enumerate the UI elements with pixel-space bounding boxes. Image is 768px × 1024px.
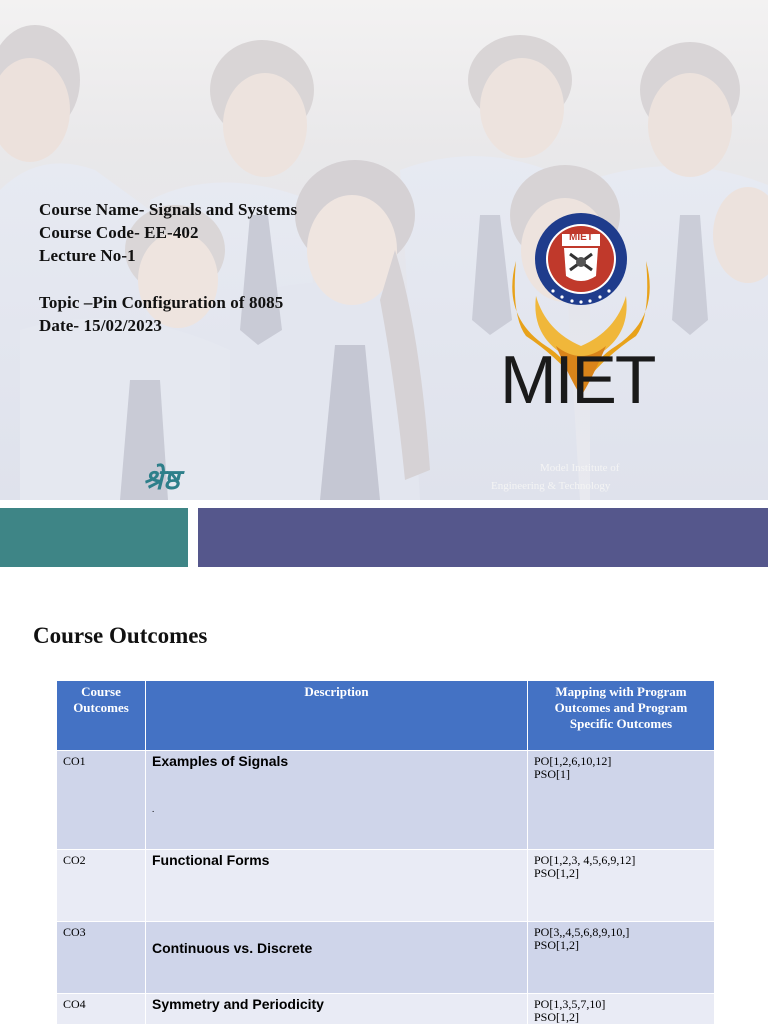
co-id: CO2	[57, 850, 146, 922]
logo-badge-text: MIET	[569, 232, 593, 243]
course-code: Course Code- EE-402	[39, 223, 199, 242]
lecture-topic: Topic –Pin Configuration of 8085	[39, 293, 284, 312]
header-mapping: Mapping with Program Outcomes and Program Specific Outcomes	[528, 681, 715, 751]
co-description-cell	[146, 751, 528, 850]
table-row	[57, 922, 715, 994]
co-id: CO1	[57, 751, 146, 850]
pso-mapping: PSO[1,2]	[534, 1010, 580, 1024]
teal-footer-band	[0, 508, 188, 567]
po-mapping: PO[1,2,3, 4,5,6,9,12]	[534, 853, 636, 867]
po-mapping: PO[1,3,5,7,10]	[534, 997, 606, 1011]
co-description-cell	[146, 922, 528, 994]
co-description-cell	[146, 850, 528, 922]
purple-footer-band	[198, 508, 768, 567]
co-note: .	[152, 804, 155, 814]
co-id: CO4	[57, 994, 146, 1024]
motto-text: श्रेष्ठ	[143, 463, 180, 496]
table-header-row	[57, 681, 715, 751]
lecture-date: Date- 15/02/2023	[39, 316, 162, 335]
institute-caption-line1: Model Institute of	[540, 462, 620, 474]
header-course-outcomes: Course Outcomes	[57, 681, 146, 751]
co-mapping-cell	[528, 751, 715, 850]
co-description: Examples of Signals	[152, 753, 289, 769]
pso-mapping: PSO[1,2]	[534, 866, 580, 880]
table-row	[57, 994, 715, 1024]
pso-mapping: PSO[1]	[534, 767, 571, 781]
po-mapping: PO[1,2,6,10,12]	[534, 754, 612, 768]
co-mapping-cell	[528, 850, 715, 922]
po-mapping: PO[3,,4,5,6,8,9,10,]	[534, 925, 630, 939]
lecture-number: Lecture No-1	[39, 246, 136, 265]
co-id: CO3	[57, 922, 146, 994]
table-row	[57, 850, 715, 922]
miet-wordmark: MIET	[500, 342, 655, 418]
course-outcomes-title: Course Outcomes	[33, 623, 208, 648]
co-description: Symmetry and Periodicity	[152, 996, 324, 1012]
header-description: Description	[146, 681, 528, 751]
course-name: Course Name- Signals and Systems	[39, 200, 298, 219]
co-description: Functional Forms	[152, 852, 270, 868]
co-mapping-cell	[528, 922, 715, 994]
table-row	[57, 751, 715, 850]
course-outcomes-table	[56, 680, 715, 1024]
co-description: Continuous vs. Discrete	[152, 940, 313, 956]
co-description-cell	[146, 994, 528, 1024]
institute-caption-line2: Engineering & Technology	[491, 480, 611, 492]
co-mapping-cell	[528, 994, 715, 1024]
pso-mapping: PSO[1,2]	[534, 938, 580, 952]
